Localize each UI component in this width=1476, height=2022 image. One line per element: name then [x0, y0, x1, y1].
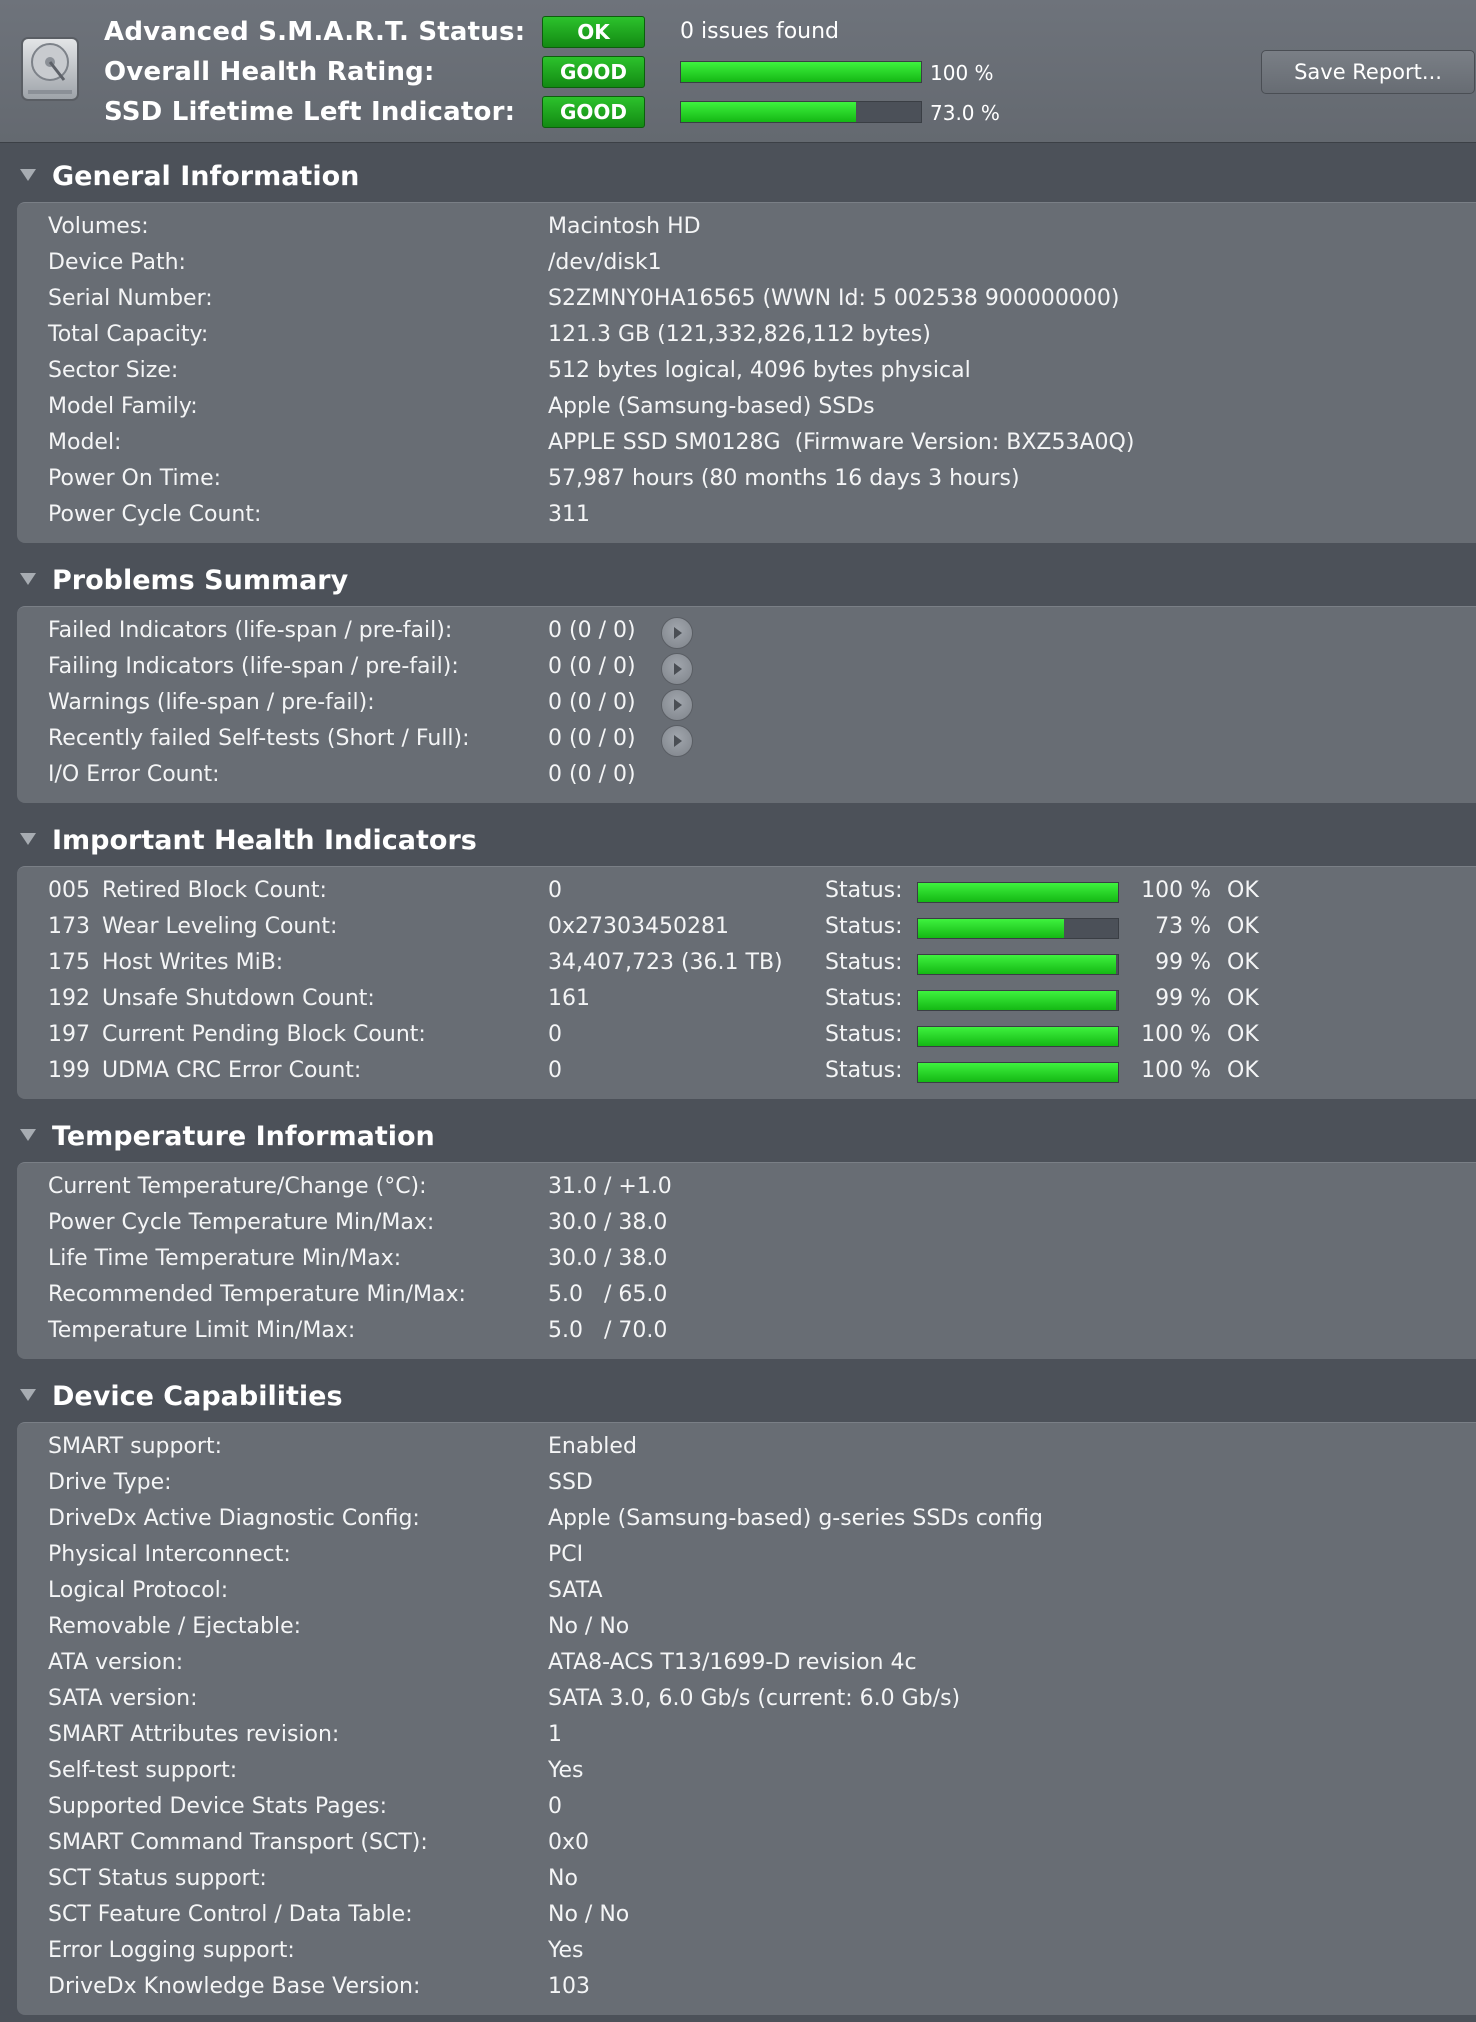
info-label: SMART support: — [48, 1434, 222, 1459]
info-row — [17, 1969, 1476, 2005]
info-value: S2ZMNY0HA16565 (WWN Id: 5 002538 900000000) — [548, 286, 1120, 311]
info-label: Life Time Temperature Min/Max: — [48, 1246, 402, 1271]
info-row — [17, 281, 1476, 317]
info-value: 103 — [548, 1974, 590, 1999]
info-value: 30.0 / 38.0 — [548, 1210, 668, 1235]
health-bar — [917, 1026, 1119, 1047]
info-row — [17, 1861, 1476, 1897]
section-title: Important Health Indicators — [52, 825, 477, 856]
problem-label: I/O Error Count: — [48, 762, 220, 787]
info-value: 31.0 / +1.0 — [548, 1174, 672, 1199]
section-title: General Information — [52, 161, 360, 192]
attribute-id: 197 — [48, 1022, 90, 1047]
attribute-id: 175 — [48, 950, 90, 975]
info-row — [17, 353, 1476, 389]
problem-value: 0 (0 / 0) — [548, 762, 636, 787]
info-row — [17, 245, 1476, 281]
problem-label: Failing Indicators (life-span / pre-fail): — [48, 654, 459, 679]
health-indicators-panel — [17, 866, 1476, 1099]
info-row — [17, 1609, 1476, 1645]
problem-value: 0 (0 / 0) — [548, 654, 636, 679]
problem-value: 0 (0 / 0) — [548, 618, 636, 643]
problem-row — [17, 649, 1476, 685]
smart-status-badge: OK — [542, 16, 645, 48]
problems-summary-panel — [17, 606, 1476, 803]
info-label: Total Capacity: — [48, 322, 209, 347]
info-row — [17, 1825, 1476, 1861]
health-bar-fill — [918, 991, 1116, 1010]
save-report-button[interactable]: Save Report... — [1261, 50, 1475, 94]
info-label: Serial Number: — [48, 286, 213, 311]
info-value: Macintosh HD — [548, 214, 701, 239]
section-title: Device Capabilities — [52, 1381, 343, 1412]
health-indicators-section — [0, 820, 1476, 1098]
attribute-id: 192 — [48, 986, 90, 1011]
info-label: Supported Device Stats Pages: — [48, 1794, 387, 1819]
info-label: Logical Protocol: — [48, 1578, 229, 1603]
info-row — [17, 425, 1476, 461]
ssd-lifetime-bar-fill — [681, 102, 856, 122]
info-value: 512 bytes logical, 4096 bytes physical — [548, 358, 971, 383]
health-result: OK — [1227, 1022, 1259, 1047]
info-row — [17, 1681, 1476, 1717]
info-value: No — [548, 1866, 578, 1891]
info-value: PCI — [548, 1542, 584, 1567]
health-bar-fill — [918, 1063, 1118, 1082]
info-value: Enabled — [548, 1434, 637, 1459]
health-percent: 99 % — [1155, 950, 1211, 975]
info-label: Removable / Ejectable: — [48, 1614, 302, 1639]
info-value: Yes — [548, 1758, 584, 1783]
info-value: 121.3 GB (121,332,826,112 bytes) — [548, 322, 931, 347]
temperature-information-section — [0, 1116, 1476, 1358]
health-bar-fill — [918, 883, 1118, 902]
problem-row — [17, 685, 1476, 721]
health-indicator-row[interactable] — [17, 945, 1476, 981]
health-bar-fill — [918, 919, 1064, 938]
disclosure-triangle-icon[interactable] — [20, 1389, 36, 1401]
health-result: OK — [1227, 914, 1259, 939]
info-value: 5.0 / 70.0 — [548, 1318, 668, 1343]
health-bar — [917, 918, 1119, 939]
problem-label: Failed Indicators (life-span / pre-fail): — [48, 618, 453, 643]
info-value: 311 — [548, 502, 590, 527]
info-value: 30.0 / 38.0 — [548, 1246, 668, 1271]
info-label: Power Cycle Count: — [48, 502, 262, 527]
status-header — [0, 0, 1476, 143]
info-label: SATA version: — [48, 1686, 198, 1711]
info-row — [17, 209, 1476, 245]
info-value: APPLE SSD SM0128G (Firmware Version: BXZ53A0Q) — [548, 430, 1135, 455]
problem-label: Warnings (life-span / pre-fail): — [48, 690, 375, 715]
info-label: Model: — [48, 430, 122, 455]
info-label: ATA version: — [48, 1650, 184, 1675]
info-row — [17, 389, 1476, 425]
health-indicator-row[interactable] — [17, 1017, 1476, 1053]
info-label: SMART Command Transport (SCT): — [48, 1830, 428, 1855]
disclosure-triangle-icon[interactable] — [20, 573, 36, 585]
info-row — [17, 1429, 1476, 1465]
info-row — [17, 1645, 1476, 1681]
info-row — [17, 1169, 1476, 1205]
health-indicator-row[interactable] — [17, 909, 1476, 945]
show-details-arrow-icon[interactable] — [661, 689, 693, 721]
info-label: Device Path: — [48, 250, 186, 275]
info-value: No / No — [548, 1614, 630, 1639]
health-percent: 99 % — [1155, 986, 1211, 1011]
info-row — [17, 1753, 1476, 1789]
status-label: Status: — [825, 1022, 903, 1047]
health-result: OK — [1227, 878, 1259, 903]
info-label: Temperature Limit Min/Max: — [48, 1318, 356, 1343]
problem-label: Recently failed Self-tests (Short / Full): — [48, 726, 470, 751]
info-label: Error Logging support: — [48, 1938, 295, 1963]
ssd-lifetime-label: SSD Lifetime Left Indicator: — [104, 97, 516, 127]
info-row — [17, 1313, 1476, 1349]
problem-value: 0 (0 / 0) — [548, 690, 636, 715]
health-bar — [917, 1062, 1119, 1083]
ssd-lifetime-badge: GOOD — [542, 96, 645, 128]
section-title: Problems Summary — [52, 565, 349, 596]
problems-summary-header[interactable] — [0, 560, 1476, 600]
overall-health-percent: 100 % — [930, 61, 994, 85]
info-label: Power Cycle Temperature Min/Max: — [48, 1210, 435, 1235]
device-capabilities-section — [0, 1376, 1476, 2014]
attribute-value: 0 — [548, 1058, 562, 1083]
info-label: Current Temperature/Change (°C): — [48, 1174, 427, 1199]
attribute-name: Wear Leveling Count: — [102, 914, 338, 939]
problem-row — [17, 757, 1476, 793]
info-row — [17, 1789, 1476, 1825]
info-value: 0x0 — [548, 1830, 590, 1855]
info-label: DriveDx Knowledge Base Version: — [48, 1974, 421, 1999]
attribute-name: Host Writes MiB: — [102, 950, 284, 975]
attribute-value: 0 — [548, 878, 562, 903]
info-value: 57,987 hours (80 months 16 days 3 hours) — [548, 466, 1020, 491]
disclosure-triangle-icon[interactable] — [20, 1129, 36, 1141]
health-percent: 100 % — [1141, 1022, 1211, 1047]
info-value: SATA 3.0, 6.0 Gb/s (current: 6.0 Gb/s) — [548, 1686, 961, 1711]
overall-health-row — [0, 51, 1476, 91]
health-indicator-row[interactable] — [17, 1053, 1476, 1089]
health-indicators-header[interactable] — [0, 820, 1476, 860]
attribute-name: Retired Block Count: — [102, 878, 327, 903]
info-value: 5.0 / 65.0 — [548, 1282, 668, 1307]
info-value: No / No — [548, 1902, 630, 1927]
info-label: Physical Interconnect: — [48, 1542, 291, 1567]
health-indicator-row[interactable] — [17, 981, 1476, 1017]
health-result: OK — [1227, 986, 1259, 1011]
health-bar-fill — [918, 1027, 1118, 1046]
disclosure-triangle-icon[interactable] — [20, 833, 36, 845]
info-value: SSD — [548, 1470, 593, 1495]
health-indicator-row[interactable] — [17, 873, 1476, 909]
attribute-id: 173 — [48, 914, 90, 939]
ssd-lifetime-bar — [680, 101, 922, 123]
device-capabilities-header[interactable] — [0, 1376, 1476, 1416]
info-row — [17, 1573, 1476, 1609]
info-label: Model Family: — [48, 394, 198, 419]
show-details-arrow-icon[interactable] — [661, 653, 693, 685]
attribute-name: Unsafe Shutdown Count: — [102, 986, 375, 1011]
info-row — [17, 317, 1476, 353]
health-bar — [917, 990, 1119, 1011]
attribute-id: 005 — [48, 878, 90, 903]
info-label: Self-test support: — [48, 1758, 238, 1783]
attribute-name: Current Pending Block Count: — [102, 1022, 426, 1047]
info-label: SCT Status support: — [48, 1866, 267, 1891]
health-bar — [917, 954, 1119, 975]
info-label: Sector Size: — [48, 358, 179, 383]
info-label: Recommended Temperature Min/Max: — [48, 1282, 466, 1307]
info-value: 1 — [548, 1722, 562, 1747]
problem-value: 0 (0 / 0) — [548, 726, 636, 751]
info-label: SMART Attributes revision: — [48, 1722, 340, 1747]
info-row — [17, 1205, 1476, 1241]
info-label: SCT Feature Control / Data Table: — [48, 1902, 413, 1927]
health-bar — [917, 882, 1119, 903]
general-information-header[interactable] — [0, 156, 1476, 196]
info-row — [17, 1933, 1476, 1969]
overall-health-badge: GOOD — [542, 56, 645, 88]
ssd-lifetime-row — [0, 91, 1476, 131]
info-label: Power On Time: — [48, 466, 222, 491]
temperature-information-panel — [17, 1162, 1476, 1359]
problem-row — [17, 613, 1476, 649]
info-label: Volumes: — [48, 214, 149, 239]
status-label: Status: — [825, 1058, 903, 1083]
attribute-value: 0 — [548, 1022, 562, 1047]
problem-row — [17, 721, 1476, 757]
overall-health-label: Overall Health Rating: — [104, 57, 435, 87]
smart-status-row — [0, 11, 1476, 51]
info-value: SATA — [548, 1578, 603, 1603]
ssd-lifetime-percent: 73.0 % — [930, 101, 1000, 125]
status-label: Status: — [825, 986, 903, 1011]
smart-status-label: Advanced S.M.A.R.T. Status: — [104, 17, 526, 47]
general-information-panel — [17, 202, 1476, 543]
info-value: Apple (Samsung-based) SSDs — [548, 394, 875, 419]
attribute-value: 0x27303450281 — [548, 914, 729, 939]
info-row — [17, 1277, 1476, 1313]
overall-health-bar — [680, 61, 922, 83]
overall-health-bar-fill — [681, 62, 921, 82]
device-capabilities-panel — [17, 1422, 1476, 2015]
general-information-section — [0, 156, 1476, 542]
issues-found-text: 0 issues found — [680, 19, 840, 44]
show-details-arrow-icon[interactable] — [661, 725, 693, 757]
info-row — [17, 1465, 1476, 1501]
info-value: ATA8-ACS T13/1699-D revision 4c — [548, 1650, 917, 1675]
info-row — [17, 497, 1476, 533]
health-bar-fill — [918, 955, 1116, 974]
info-row — [17, 461, 1476, 497]
temperature-information-header[interactable] — [0, 1116, 1476, 1156]
info-label: DriveDx Active Diagnostic Config: — [48, 1506, 420, 1531]
attribute-value: 34,407,723 (36.1 TB) — [548, 950, 783, 975]
disclosure-triangle-icon[interactable] — [20, 169, 36, 181]
section-title: Temperature Information — [52, 1121, 435, 1152]
info-value: Yes — [548, 1938, 584, 1963]
status-label: Status: — [825, 914, 903, 939]
attribute-value: 161 — [548, 986, 590, 1011]
info-value: 0 — [548, 1794, 562, 1819]
problems-summary-section — [0, 560, 1476, 802]
attribute-name: UDMA CRC Error Count: — [102, 1058, 362, 1083]
info-row — [17, 1897, 1476, 1933]
info-row — [17, 1537, 1476, 1573]
show-details-arrow-icon[interactable] — [661, 617, 693, 649]
info-value: /dev/disk1 — [548, 250, 662, 275]
status-label: Status: — [825, 950, 903, 975]
health-result: OK — [1227, 950, 1259, 975]
info-row — [17, 1717, 1476, 1753]
health-result: OK — [1227, 1058, 1259, 1083]
attribute-id: 199 — [48, 1058, 90, 1083]
health-percent: 100 % — [1141, 878, 1211, 903]
status-label: Status: — [825, 878, 903, 903]
info-value: Apple (Samsung-based) g-series SSDs config — [548, 1506, 1044, 1531]
info-label: Drive Type: — [48, 1470, 172, 1495]
health-percent: 73 % — [1155, 914, 1211, 939]
health-percent: 100 % — [1141, 1058, 1211, 1083]
info-row — [17, 1241, 1476, 1277]
info-row — [17, 1501, 1476, 1537]
